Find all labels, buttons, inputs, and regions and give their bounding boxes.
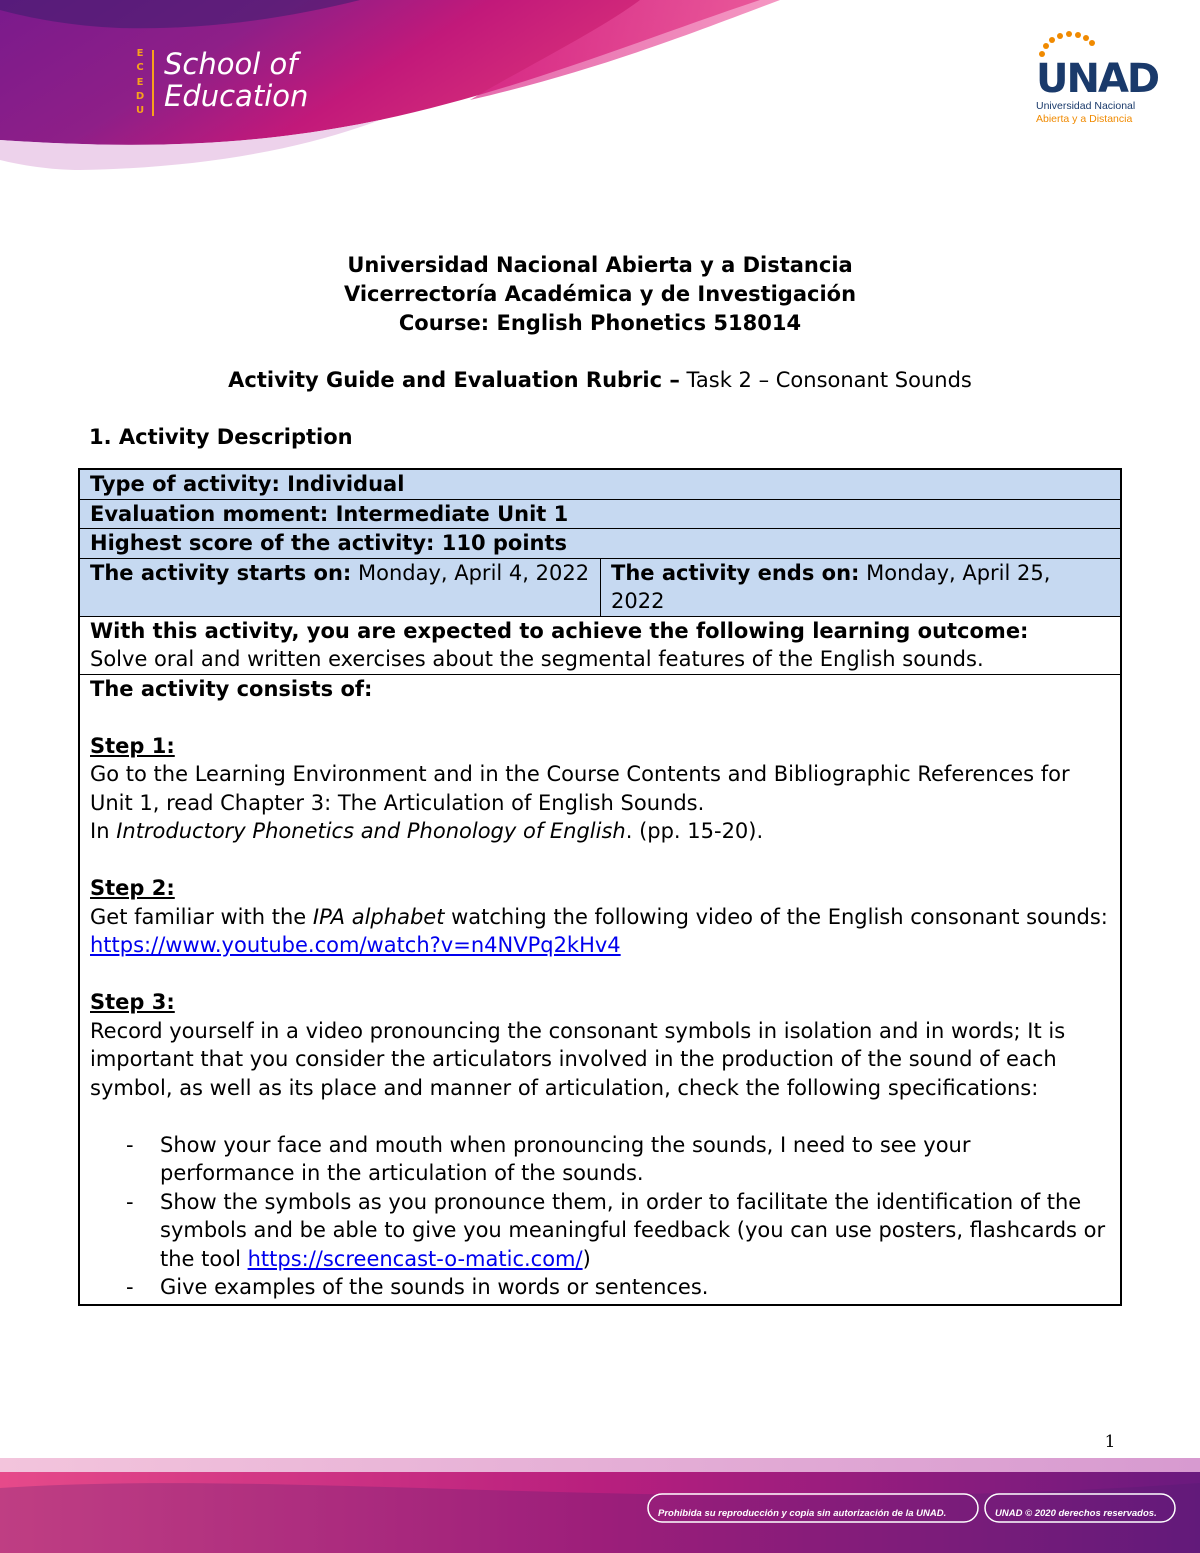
course-title: Course: English Phonetics 518014 bbox=[398, 311, 802, 335]
screencast-link[interactable]: https://screencast-o-matic.com/ bbox=[247, 1246, 583, 1271]
university-title: Universidad Nacional Abierta y a Distancia bbox=[347, 253, 853, 277]
dates-row bbox=[80, 559, 1120, 617]
document-titles bbox=[0, 251, 1200, 338]
step-3-text: Record yourself in a video pronouncing the consonant symbols in isolation and in words; It is important that you consider the articulators involved in the production of the sound of each symbol, as well as its place and manner of articulation, check the following specifications: bbox=[90, 1018, 1066, 1100]
specifications-list bbox=[90, 1131, 1110, 1302]
school-of-education-text: School of Education bbox=[164, 47, 309, 113]
footer-copy-notice: Prohibida su reproducción y copia sin autorización de la UNAD. bbox=[658, 1508, 947, 1519]
list-item: - Show your face and mouth when pronouncing the sounds, I need to see your performance in the articulation of the sounds. bbox=[126, 1132, 971, 1185]
guide-title: Activity Guide and Evaluation Rubric – Task 2 – Consonant Sounds bbox=[228, 368, 972, 392]
start-date-cell: The activity starts on: Monday, April 4, 2022 bbox=[80, 559, 601, 616]
step-2-heading: Step 2: bbox=[90, 876, 175, 900]
unad-subtitle: Universidad Nacional Abierta y a Distancia bbox=[1036, 100, 1136, 125]
page-number: 1 bbox=[1104, 1432, 1116, 1452]
ecedu-vertical-label: E C E D U bbox=[135, 48, 145, 116]
activity-table bbox=[78, 468, 1122, 1306]
section-heading: 1. Activity Description bbox=[89, 425, 353, 449]
school-of-education-logo bbox=[130, 42, 330, 122]
unad-wordmark: UNAD bbox=[1036, 56, 1159, 102]
learning-outcome-row bbox=[80, 617, 1120, 675]
outcome-text: Solve oral and written exercises about the segmental features of the English sounds. bbox=[90, 647, 984, 671]
step-3-heading: Step 3: bbox=[90, 990, 175, 1014]
list-item: - Show the symbols as you pronounce them, in order to facilitate the identification of the symbols and be able to give you meaningful feedback (you can use posters, flashcards or the tool https://screencast-o-matic.com/) bbox=[126, 1189, 1106, 1271]
outcome-label: With this activity, you are expected to achieve the following learning outcome: bbox=[90, 618, 1029, 643]
footer-copyright: UNAD © 2020 derechos reservados. bbox=[995, 1508, 1157, 1519]
type-of-activity-row: Type of activity: Individual bbox=[80, 470, 1120, 500]
vicerrectoria-title: Vicerrectoría Académica y de Investigación bbox=[343, 282, 857, 306]
step-2-text: Get familiar with the IPA alphabet watching the following video of the English consonant sounds: bbox=[90, 904, 1108, 929]
activity-steps-row bbox=[80, 675, 1120, 1304]
evaluation-moment-row: Evaluation moment: Intermediate Unit 1 bbox=[80, 500, 1120, 530]
unad-sun-dots-icon bbox=[1039, 31, 1095, 57]
youtube-video-link[interactable]: https://www.youtube.com/watch?v=n4NVPq2kHv4 bbox=[90, 933, 621, 957]
step-1-reference: In Introductory Phonetics and Phonology of English. (pp. 15-20). bbox=[90, 819, 764, 843]
highest-score-row: Highest score of the activity: 110 points bbox=[80, 529, 1120, 559]
footer-band bbox=[0, 1458, 1200, 1553]
step-1-heading: Step 1: bbox=[90, 733, 175, 758]
consists-label: The activity consists of: bbox=[90, 676, 373, 701]
step-1-text: Go to the Learning Environment and in the Course Contents and Bibliographic References for Unit 1, read Chapter 3: The Articulation of English Sounds. bbox=[90, 762, 1070, 815]
list-item: - Give examples of the sounds in words or sentences. bbox=[126, 1275, 709, 1299]
end-date-cell: The activity ends on: Monday, April 25, 2022 bbox=[611, 560, 1051, 613]
ecedu-divider bbox=[152, 50, 154, 116]
